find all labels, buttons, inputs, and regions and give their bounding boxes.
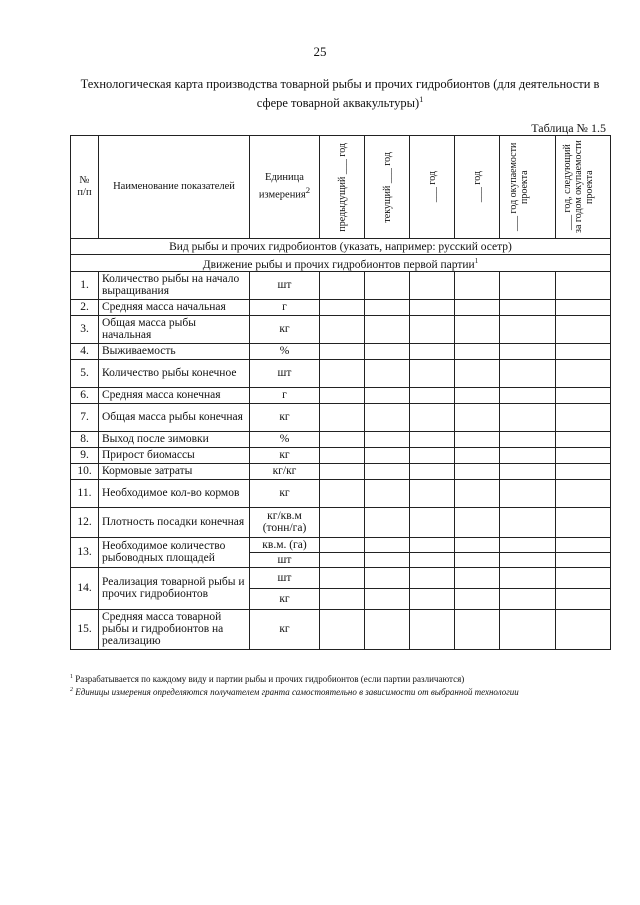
row-name: Количество рыбы конечное xyxy=(99,359,250,387)
value-cell[interactable] xyxy=(556,507,611,537)
row-unit: шт xyxy=(250,359,320,387)
row-name: Кормовые затраты xyxy=(99,463,250,479)
row-unit: кг xyxy=(250,315,320,343)
value-cell[interactable] xyxy=(455,431,500,447)
row-name: Средняя масса конечная xyxy=(99,387,250,403)
header-year-3-text: ___ год xyxy=(426,171,438,203)
value-cell[interactable] xyxy=(500,387,556,403)
value-cell[interactable] xyxy=(410,359,455,387)
value-cell[interactable] xyxy=(455,387,500,403)
value-cell[interactable] xyxy=(320,567,365,588)
value-cell[interactable] xyxy=(320,479,365,507)
value-cell[interactable] xyxy=(455,507,500,537)
header-year-after-payback xyxy=(556,136,611,239)
value-cell[interactable] xyxy=(455,463,500,479)
value-cell[interactable] xyxy=(410,463,455,479)
header-year-3 xyxy=(410,136,455,239)
footnote-2-mark: 2 xyxy=(70,687,73,693)
value-cell[interactable] xyxy=(556,552,611,567)
value-cell[interactable] xyxy=(556,403,611,431)
header-unit-footnote-mark: 2 xyxy=(305,185,311,196)
value-cell[interactable] xyxy=(500,447,556,463)
value-cell[interactable] xyxy=(500,479,556,507)
value-cell[interactable] xyxy=(455,567,500,588)
value-cell[interactable] xyxy=(500,315,556,343)
value-cell[interactable] xyxy=(500,343,556,359)
value-cell[interactable] xyxy=(365,431,410,447)
value-cell[interactable] xyxy=(455,609,500,649)
value-cell[interactable] xyxy=(365,403,410,431)
value-cell[interactable] xyxy=(556,343,611,359)
value-cell[interactable] xyxy=(500,552,556,567)
value-cell[interactable] xyxy=(500,403,556,431)
value-cell[interactable] xyxy=(500,588,556,609)
value-cell[interactable] xyxy=(455,359,500,387)
section-movement-footnote-mark: 1 xyxy=(474,257,479,265)
section-row-species xyxy=(71,239,611,255)
row-unit: шт xyxy=(250,567,320,588)
value-cell[interactable] xyxy=(556,299,611,315)
value-cell[interactable] xyxy=(410,271,455,299)
section-movement xyxy=(71,255,611,272)
header-year-current-text: текущий ___ год xyxy=(381,151,393,223)
row-unit: % xyxy=(250,431,320,447)
table-row xyxy=(71,447,611,463)
value-cell[interactable] xyxy=(320,343,365,359)
row-name: Общая масса рыбы конечная xyxy=(99,403,250,431)
row-unit: г xyxy=(250,387,320,403)
value-cell[interactable] xyxy=(365,567,410,588)
value-cell[interactable] xyxy=(556,567,611,588)
value-cell[interactable] xyxy=(410,552,455,567)
value-cell[interactable] xyxy=(556,431,611,447)
value-cell[interactable] xyxy=(500,537,556,552)
footnote-1 xyxy=(70,672,610,685)
value-cell[interactable] xyxy=(500,567,556,588)
header-unit-text: Единица измерения xyxy=(258,172,306,201)
footnote-2 xyxy=(70,685,610,698)
section-movement-text: Движение рыбы и прочих гидробионтов первой партии xyxy=(202,258,475,271)
row-number: 12. xyxy=(71,507,99,537)
header-name: Наименование показателей xyxy=(99,136,250,239)
value-cell[interactable] xyxy=(556,315,611,343)
value-cell[interactable] xyxy=(320,271,365,299)
row-name: Реализация товарной рыбы и прочих гидробионтов xyxy=(99,567,250,609)
value-cell[interactable] xyxy=(500,609,556,649)
value-cell[interactable] xyxy=(556,271,611,299)
value-cell[interactable] xyxy=(410,609,455,649)
value-cell[interactable] xyxy=(500,359,556,387)
value-cell[interactable] xyxy=(365,507,410,537)
footnote-1-text: Разрабатывается по каждому виду и партии рыбы и прочих гидробионтов (если партии различаются) xyxy=(75,674,465,684)
value-cell[interactable] xyxy=(455,552,500,567)
value-cell[interactable] xyxy=(320,447,365,463)
value-cell[interactable] xyxy=(556,387,611,403)
value-cell[interactable] xyxy=(556,537,611,552)
row-name: Необходимое кол-во кормов xyxy=(99,479,250,507)
row-name: Общая масса рыбы начальная xyxy=(99,315,250,343)
row-name: Плотность посадки конечная xyxy=(99,507,250,537)
row-name: Выживаемость xyxy=(99,343,250,359)
header-year-payback-text: ___ год окупаемости проекта xyxy=(507,142,530,232)
table-row xyxy=(71,537,611,552)
value-cell[interactable] xyxy=(410,537,455,552)
value-cell[interactable] xyxy=(365,343,410,359)
value-cell[interactable] xyxy=(500,431,556,447)
value-cell[interactable] xyxy=(556,479,611,507)
row-unit: кг xyxy=(250,403,320,431)
value-cell[interactable] xyxy=(320,609,365,649)
row-unit: % xyxy=(250,343,320,359)
row-number: 4. xyxy=(71,343,99,359)
row-name: Выход после зимовки xyxy=(99,431,250,447)
table-row xyxy=(71,567,611,588)
row-number: 15. xyxy=(71,609,99,649)
value-cell[interactable] xyxy=(320,588,365,609)
value-cell[interactable] xyxy=(500,271,556,299)
value-cell[interactable] xyxy=(320,403,365,431)
value-cell[interactable] xyxy=(455,588,500,609)
header-year-4-text: ___ год xyxy=(471,171,483,203)
section-row-movement xyxy=(71,255,611,272)
table-row xyxy=(71,463,611,479)
section-species: Вид рыбы и прочих гидробионтов (указать, например: русский осетр) xyxy=(71,239,611,255)
header-year-current xyxy=(365,136,410,239)
value-cell[interactable] xyxy=(365,387,410,403)
value-cell[interactable] xyxy=(410,567,455,588)
header-num: № п/п xyxy=(71,136,99,239)
table-row xyxy=(71,315,611,343)
value-cell[interactable] xyxy=(410,315,455,343)
value-cell[interactable] xyxy=(365,552,410,567)
footnote-1-mark: 1 xyxy=(70,674,73,680)
value-cell[interactable] xyxy=(320,315,365,343)
value-cell[interactable] xyxy=(500,507,556,537)
row-number: 11. xyxy=(71,479,99,507)
row-number: 3. xyxy=(71,315,99,343)
row-number: 13. xyxy=(71,537,99,567)
value-cell[interactable] xyxy=(455,403,500,431)
value-cell[interactable] xyxy=(410,387,455,403)
value-cell[interactable] xyxy=(365,463,410,479)
value-cell[interactable] xyxy=(410,447,455,463)
row-name: Необходимое количество рыбоводных площадей xyxy=(99,537,250,567)
value-cell[interactable] xyxy=(320,507,365,537)
row-unit: кг xyxy=(250,479,320,507)
row-number: 7. xyxy=(71,403,99,431)
value-cell[interactable] xyxy=(365,359,410,387)
value-cell[interactable] xyxy=(455,315,500,343)
table-row xyxy=(71,609,611,649)
document-title xyxy=(70,77,610,111)
page-number: 25 xyxy=(313,44,327,59)
value-cell[interactable] xyxy=(455,299,500,315)
row-number: 8. xyxy=(71,431,99,447)
header-year-4 xyxy=(455,136,500,239)
header-year-previous xyxy=(320,136,365,239)
table-row xyxy=(71,431,611,447)
value-cell[interactable] xyxy=(556,447,611,463)
row-number: 14. xyxy=(71,567,99,609)
row-number: 6. xyxy=(71,387,99,403)
header-year-payback xyxy=(500,136,556,239)
value-cell[interactable] xyxy=(455,343,500,359)
value-cell[interactable] xyxy=(556,359,611,387)
value-cell[interactable] xyxy=(455,271,500,299)
value-cell[interactable] xyxy=(556,609,611,649)
value-cell[interactable] xyxy=(320,463,365,479)
value-cell[interactable] xyxy=(410,299,455,315)
technology-table xyxy=(70,135,611,650)
row-unit: шт xyxy=(250,552,320,567)
table-row xyxy=(71,271,611,299)
value-cell[interactable] xyxy=(365,447,410,463)
value-cell[interactable] xyxy=(455,537,500,552)
value-cell[interactable] xyxy=(320,431,365,447)
footnote-2-text: Единицы измерения определяются получателем гранта самостоятельно в зависимости от выбранной технологии xyxy=(75,687,519,697)
value-cell[interactable] xyxy=(455,447,500,463)
row-unit: кг/кв.м (тонн/га) xyxy=(250,507,320,537)
value-cell[interactable] xyxy=(365,315,410,343)
row-number: 2. xyxy=(71,299,99,315)
table-row xyxy=(71,387,611,403)
value-cell[interactable] xyxy=(365,299,410,315)
value-cell[interactable] xyxy=(410,507,455,537)
row-unit: кг xyxy=(250,447,320,463)
value-cell[interactable] xyxy=(365,271,410,299)
row-unit: кг/кг xyxy=(250,463,320,479)
table-row xyxy=(71,299,611,315)
row-unit: шт xyxy=(250,271,320,299)
table-row xyxy=(71,403,611,431)
row-unit: г xyxy=(250,299,320,315)
row-number: 1. xyxy=(71,271,99,299)
footnotes xyxy=(70,672,610,698)
table-label: Таблица № 1.5 xyxy=(531,121,606,135)
value-cell[interactable] xyxy=(320,299,365,315)
title-text: Технологическая карта производства товарной рыбы и прочих гидробионтов (для деятельности в сфере товарной аквакультуры) xyxy=(80,77,600,111)
value-cell[interactable] xyxy=(365,609,410,649)
header-year-previous-text: предыдущий ___ год xyxy=(336,142,348,232)
row-unit: кг xyxy=(250,588,320,609)
value-cell[interactable] xyxy=(320,387,365,403)
table-row xyxy=(71,479,611,507)
value-cell[interactable] xyxy=(410,343,455,359)
value-cell[interactable] xyxy=(500,463,556,479)
row-number: 9. xyxy=(71,447,99,463)
value-cell[interactable] xyxy=(410,431,455,447)
table-row xyxy=(71,359,611,387)
value-cell[interactable] xyxy=(365,588,410,609)
row-name: Средняя масса товарной рыбы и гидробионтов на реализацию xyxy=(99,609,250,649)
row-number: 10. xyxy=(71,463,99,479)
value-cell[interactable] xyxy=(556,463,611,479)
value-cell[interactable] xyxy=(365,479,410,507)
row-number: 5. xyxy=(71,359,99,387)
table-row xyxy=(71,507,611,537)
value-cell[interactable] xyxy=(320,552,365,567)
value-cell[interactable] xyxy=(320,537,365,552)
value-cell[interactable] xyxy=(455,479,500,507)
header-row xyxy=(71,136,611,239)
row-name: Средняя масса начальная xyxy=(99,299,250,315)
table-row xyxy=(71,343,611,359)
value-cell[interactable] xyxy=(500,299,556,315)
value-cell[interactable] xyxy=(410,479,455,507)
row-unit: кв.м. (га) xyxy=(250,537,320,552)
header-unit xyxy=(250,136,320,239)
title-footnote-mark: 1 xyxy=(419,95,424,104)
row-name: Прирост биомассы xyxy=(99,447,250,463)
value-cell[interactable] xyxy=(410,588,455,609)
value-cell[interactable] xyxy=(556,588,611,609)
value-cell[interactable] xyxy=(320,359,365,387)
value-cell[interactable] xyxy=(365,537,410,552)
row-name: Количество рыбы на начало выращивания xyxy=(99,271,250,299)
header-year-after-payback-text: ___ год, следующий за годом окупаемости проекта xyxy=(562,140,595,234)
row-unit: кг xyxy=(250,609,320,649)
value-cell[interactable] xyxy=(410,403,455,431)
